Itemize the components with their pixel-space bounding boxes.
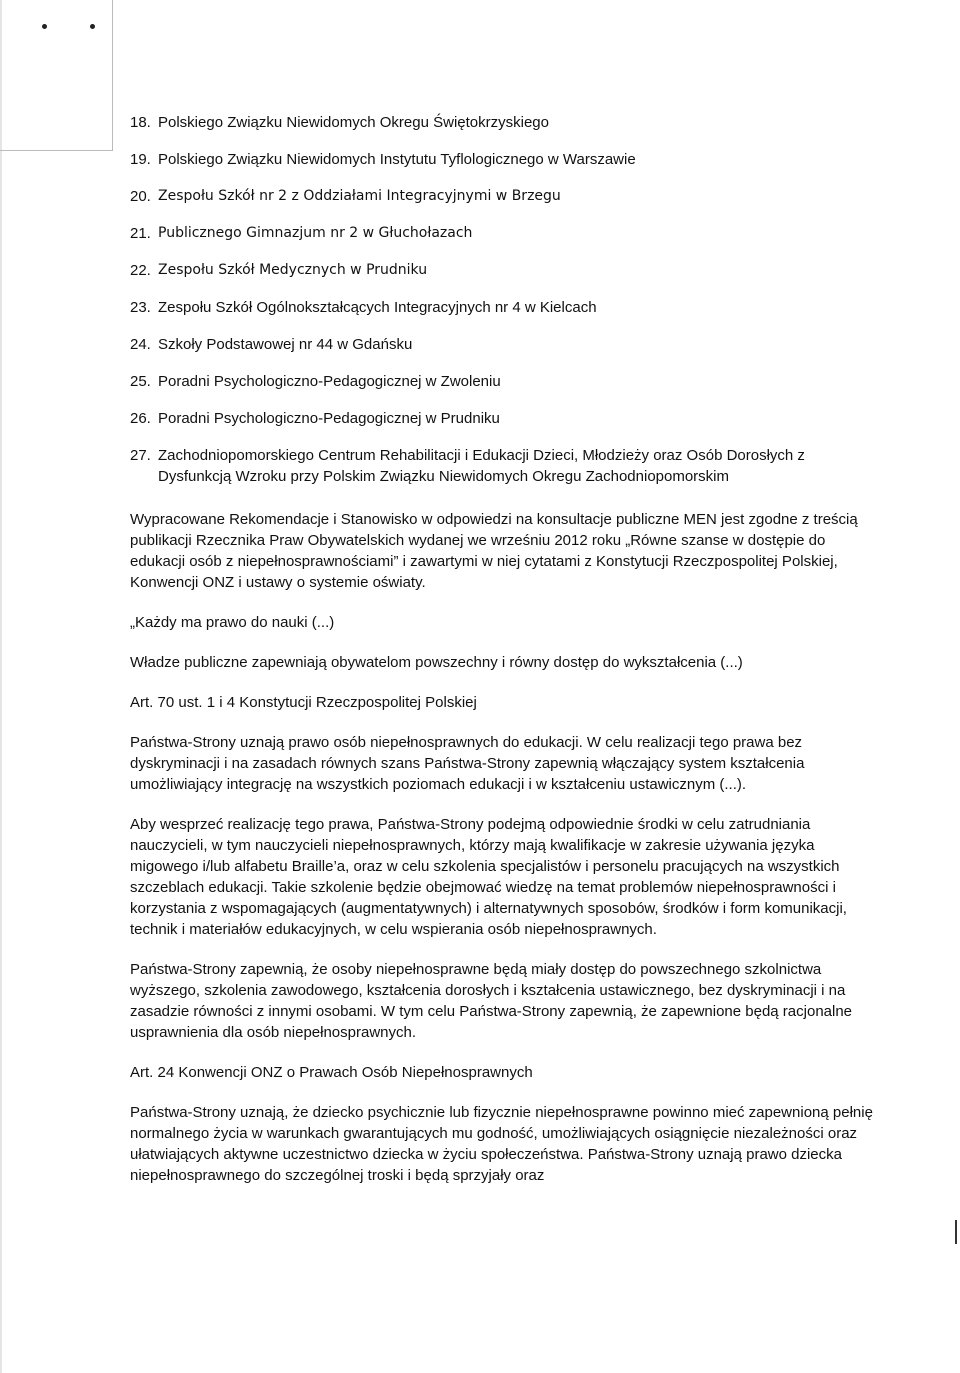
list-item-text: Publicznego Gimnazjum nr 2 w Głuchołazach	[158, 225, 473, 241]
list-item	[130, 371, 875, 392]
list-item-text: Poradni Psychologiczno-Pedagogicznej w Zwoleniu	[158, 373, 501, 390]
list-item	[130, 334, 875, 355]
list-item-text: Zespołu Szkół Ogólnokształcących Integracyjnych nr 4 w Kielcach	[158, 299, 597, 316]
citation-convention: Art. 24 Konwencji ONZ o Prawach Osób Niepełnosprawnych	[130, 1064, 533, 1081]
scan-frame-artifact	[0, 0, 113, 151]
scan-edge-line	[0, 0, 2, 1373]
list-item-number: 26.	[130, 410, 151, 427]
list-item-text: Szkoły Podstawowej nr 44 w Gdańsku	[158, 336, 413, 353]
list-item-number: 19.	[130, 151, 151, 168]
list-item-number: 20.	[130, 188, 151, 205]
list-item-text: Polskiego Związku Niewidomych Okregu Świętokrzyskiego	[158, 114, 549, 131]
scan-dot-right	[90, 24, 95, 29]
institution-list	[130, 112, 875, 487]
quote-constitution-line2: Władze publiczne zapewniają obywatelom powszechny i równy dostęp do wykształcenia (...)	[130, 654, 743, 671]
list-item-number: 23.	[130, 299, 151, 316]
scan-margin-mark	[955, 1220, 957, 1244]
list-item	[130, 186, 875, 207]
list-item-text: Zespołu Szkół Medycznych w Prudniku	[158, 262, 428, 278]
intro-paragraph: Wypracowane Rekomendacje i Stanowisko w odpowiedzi na konsultacje publiczne MEN jest zgodne z treścią publikacji Rzecznika Praw Obywatelskich wydanej we wrześniu 2012 roku „Równe szanse w dostępie do edukacji osób z niepełnosprawnościami” i zawartymi w niej cytatami z Konstytucji Rzeczpospolitej Polskiej, Konwencji ONZ i ustawy o systemie oświaty.	[130, 511, 858, 591]
scan-dot-left	[42, 24, 47, 29]
convention-paragraph-2: Aby wesprzeć realizację tego prawa, Państwa-Strony podejmą odpowiednie środki w celu zatrudniania nauczycieli, w tym nauczycieli niepełnosprawnych, którzy mają kwalifikacje w zakresie używania języka migowego i/lub alfabetu Braille’a, oraz w celu szkolenia specjalistów i personelu pracujących na wszystkich szczeblach edukacji. Takie szkolenie będzie obejmować wiedzę na temat problemów niepełnosprawności i korzystania z wspomagających (augmentatywnych) i alternatywnych sposobów, środków i form komunikacji, technik i materiałów edukacyjnych, w celu wspierania osób niepełnosprawnych.	[130, 816, 847, 938]
document-body	[130, 112, 875, 1205]
list-item-number: 25.	[130, 373, 151, 390]
list-item	[130, 149, 875, 170]
list-item	[130, 297, 875, 318]
list-item-number: 21.	[130, 225, 151, 242]
list-item	[130, 445, 875, 487]
list-item-text: Zachodniopomorskiego Centrum Rehabilitacji i Edukacji Dzieci, Młodzieży oraz Osób Dorosłych z Dysfunkcją Wzroku przy Polskim Związku Niewidomych Okregu Zachodniopomorskim	[158, 447, 805, 485]
list-item	[130, 260, 875, 281]
list-item	[130, 408, 875, 429]
list-item	[130, 112, 875, 133]
list-item	[130, 223, 875, 244]
list-item-text: Poradni Psychologiczno-Pedagogicznej w Prudniku	[158, 410, 500, 427]
citation-constitution: Art. 70 ust. 1 i 4 Konstytucji Rzeczpospolitej Polskiej	[130, 694, 477, 711]
list-item-number: 22.	[130, 262, 151, 279]
list-item-text: Zespołu Szkół nr 2 z Oddziałami Integracyjnymi w Brzegu	[158, 188, 561, 204]
convention-paragraph-1: Państwa-Strony uznają prawo osób niepełnosprawnych do edukacji. W celu realizacji tego prawa bez dyskryminacji i na zasadach równych szans Państwa-Strony zapewnią włączający system kształcenia umożliwiający integrację na wszystkich poziomach edukacji i w kształceniu ustawicznym (...).	[130, 734, 805, 793]
list-item-number: 18.	[130, 114, 151, 131]
list-item-number: 24.	[130, 336, 151, 353]
list-item-number: 27.	[130, 447, 151, 464]
list-item-text: Polskiego Związku Niewidomych Instytutu Tyflologicznego w Warszawie	[158, 151, 636, 168]
convention-paragraph-3: Państwa-Strony zapewnią, że osoby niepełnosprawne będą miały dostęp do powszechnego szkolnictwa wyższego, szkolenia zawodowego, kształcenia dorosłych i kształcenia ustawicznego, bez dyskryminacji i na zasadzie równości z innymi osobami. W tym celu Państwa-Strony zapewnią, że zapewnione będą racjonalne usprawnienia dla osób niepełnosprawnych.	[130, 961, 853, 1041]
child-rights-paragraph: Państwa-Strony uznają, że dziecko psychicznie lub fizycznie niepełnosprawne powinno mieć zapewnioną pełnię normalnego życia w warunkach gwarantujących mu godność, umożliwiających osiągnięcie niezależności oraz ułatwiających aktywne uczestnictwo dziecka w życiu społeczeństwa. Państwa-Strony uznają prawo dziecka niepełnosprawnego do szczególnej troski i będą sprzyjały oraz	[130, 1104, 873, 1184]
quote-constitution-line1: „Każdy ma prawo do nauki (...)	[130, 614, 335, 631]
